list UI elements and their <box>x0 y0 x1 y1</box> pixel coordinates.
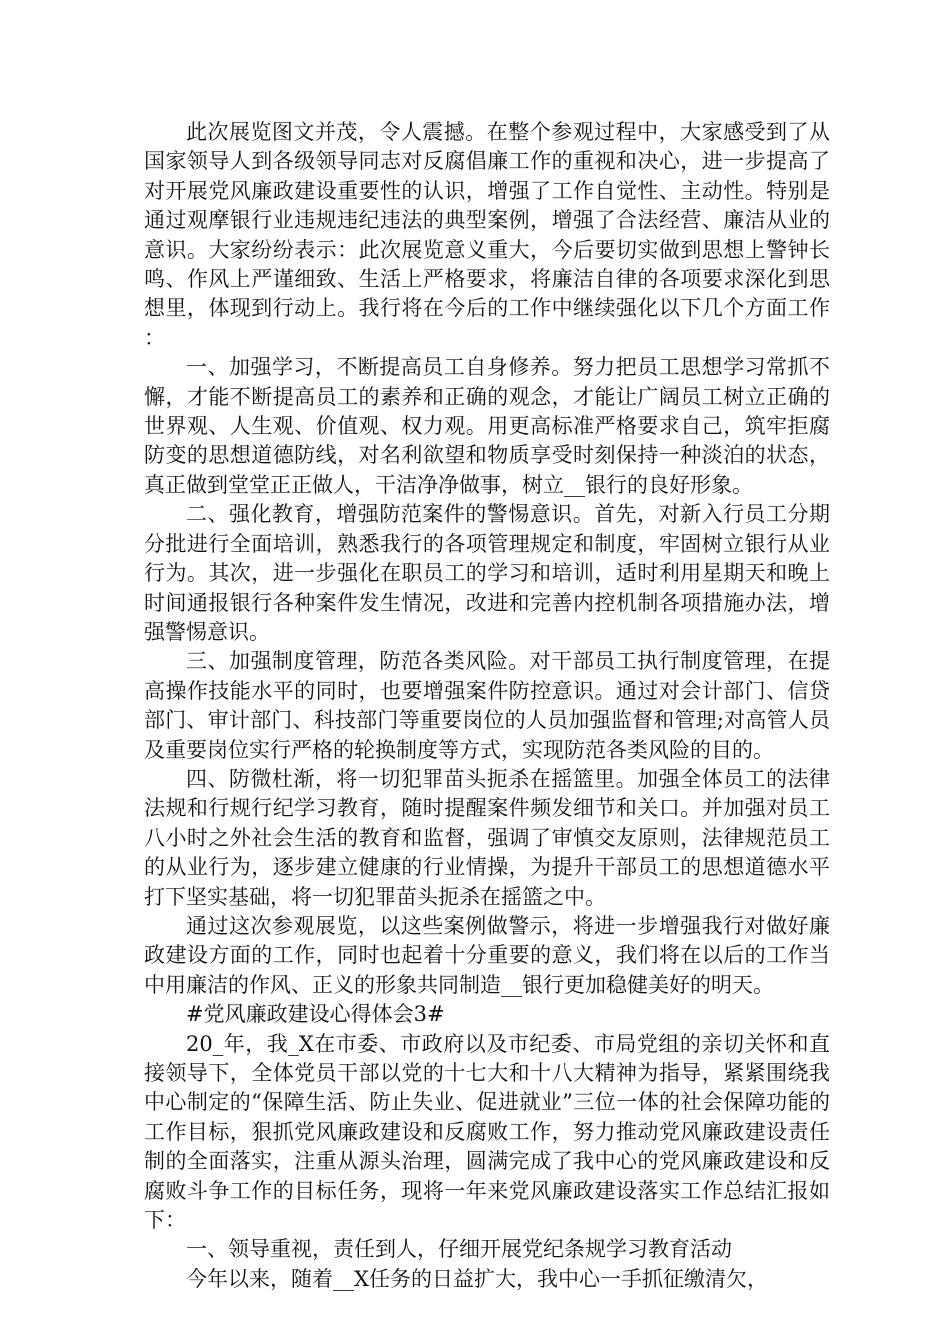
paragraph-annual-summary: 20_年，我_X在市委、市政府以及市纪委、市局党组的亲切关怀和直接领导下，全体党员干部以党的十七大和十八大精神为指导，紧紧围绕我中心制定的“保障生活、防止失业、促进就业”三位一体的社会保障功能的工作目标，狠抓党风廉政建设和反腐败工作，努力推动党风廉政建设责任制的全面落实，注重从源头治理，圆满完成了我中心的党风廉政建设和反腐败斗争工作的目标任务，现将一年来党风廉政建设落实工作总结汇报如下： <box>144 1031 830 1233</box>
paragraph-point-four-prevention: 四、防微杜渐，将一切犯罪苗头扼杀在摇篮里。加强全体员工的法律法规和行规行纪学习教育，随时提醒案件频发细节和关口。并加强对员工八小时之外社会生活的教育和监督，强调了审慎交友原则，法律规范员工的从业行为，逐步建立健康的行业情操，为提升干部员工的思想道德水平打下坚实基础，将一切犯罪苗头扼杀在摇篮之中。 <box>144 766 830 909</box>
paragraph-point-three-management: 三、加强制度管理，防范各类风险。对干部员工执行制度管理，在提高操作技能水平的同时，也要增强案件防控意识。通过对会计部门、信贷部门、审计部门、科技部门等重要岗位的人员加强监督和管理;对高管人员及重要岗位实行严格的轮换制度等方式，实现防范各类风险的目的。 <box>144 649 830 762</box>
paragraph-point-two-education: 二、强化教育，增强防范案件的警惕意识。首先，对新入行员工分期分批进行全面培训，熟悉我行的各项管理规定和制度，牢固树立银行从业行为。其次，进一步强化在职员工的学习和培训，适时利用星期天和晚上时间通报银行各种案件发生情况，改进和完善内控机制各项措施办法，增强警惕意识。 <box>144 502 830 644</box>
paragraph-conclusion: 通过这次参观展览，以这些案例做警示，将进一步增强我行对做好廉政建设方面的工作，同时也起着十分重要的意义，我们将在以后的工作当中用廉洁的作风、正义的形象共同制造__银行更加稳健美好的明天。 <box>144 913 830 997</box>
document-page <box>144 118 830 1294</box>
paragraph-exhibition-summary: 此次展览图文并茂，令人震撼。在整个参观过程中，大家感受到了从国家领导人到各级领导同志对反腐倡廉工作的重视和决心，进一步提高了对开展党风廉政建设重要性的认识，增强了工作自觉性、主动性。特别是通过观摩银行业违规违纪违法的典型案例，增强了合法经营、廉洁从业的意识。大家纷纷表示：此次展览意义重大，今后要切实做到思想上警钟长鸣、作风上严谨细致、生活上严格要求，将廉洁自律的各项要求深化到思想里，体现到行动上。我行将在今后的工作中继续强化以下几个方面工作： <box>144 120 830 350</box>
paragraph-point-one-study: 一、加强学习，不断提高员工自身修养。努力把员工思想学习常抓不懈，才能不断提高员工的素养和正确的观念，才能让广阔员工树立正确的世界观、人生观、价值观、权力观。用更高标准严格要求自己，筑牢拒腐防变的思想道德防线，对名利欲望和物质享受时刻保持一种淡泊的状态，真正做到堂堂正正做人，干洁净净做事，树立__银行的良好形象。 <box>144 355 830 497</box>
subheading-leadership: 一、领导重视，责任到人，仔细开展党纪条规学习教育活动 <box>186 1237 732 1262</box>
paragraph-this-year: 今年以来，随着__X任务的日益扩大，我中心一手抓征缴清欠， <box>186 1266 768 1291</box>
section-heading-experience-3: #党风廉政建设心得体会3# <box>186 1002 445 1027</box>
